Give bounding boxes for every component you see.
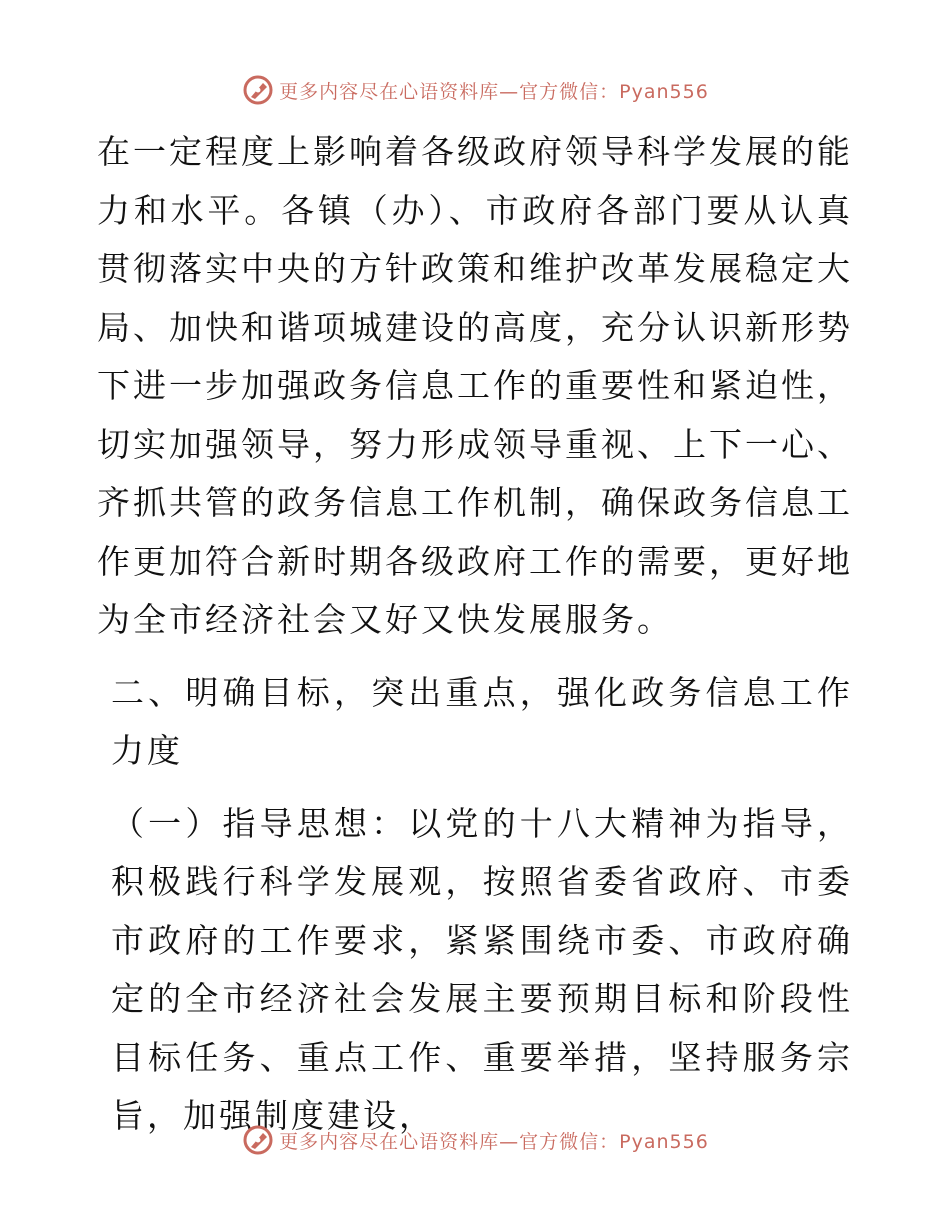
watermark-text: 更多内容尽在心语资料库—官方微信：Pyan556 xyxy=(279,1130,709,1153)
pen-nib-logo-icon xyxy=(241,73,275,107)
body-paragraph: 在一定程度上影响着各级政府领导科学发展的能力和水平。各镇（办）、市政府各部门要从认真贯彻落实中央的方针政策和维护改革发展稳定大局、加快和谐项城建设的高度，充分认识新形势下进一步加强政务信息工作的重要性和紧迫性，切实加强领导，努力形成领导重视、上下一心、齐抓共管的政务信息工作机制，确保政务信息工作更加符合新时期各级政府工作的需要，更好地为全市经济社会又好又快发展服务。 xyxy=(97,132,853,639)
header-watermark-banner xyxy=(0,70,950,110)
section-heading: 二、明确目标，突出重点，强化政务信息工作力度 xyxy=(111,672,853,770)
watermark-text: 更多内容尽在心语资料库—官方微信：Pyan556 xyxy=(279,80,709,103)
subsection-paragraph: （一）指导思想：以党的十八大精神为指导，积极践行科学发展观，按照省委省政府、市委市政府的工作要求，紧紧围绕市委、市政府确定的全市经济社会发展主要预期目标和阶段性目标任务、重点工作、重要举措，坚持服务宗旨，加强制度建设， xyxy=(111,803,853,1135)
footer-watermark-banner xyxy=(0,1120,950,1160)
pen-nib-logo-icon xyxy=(241,1123,275,1157)
document-body xyxy=(97,123,853,1146)
